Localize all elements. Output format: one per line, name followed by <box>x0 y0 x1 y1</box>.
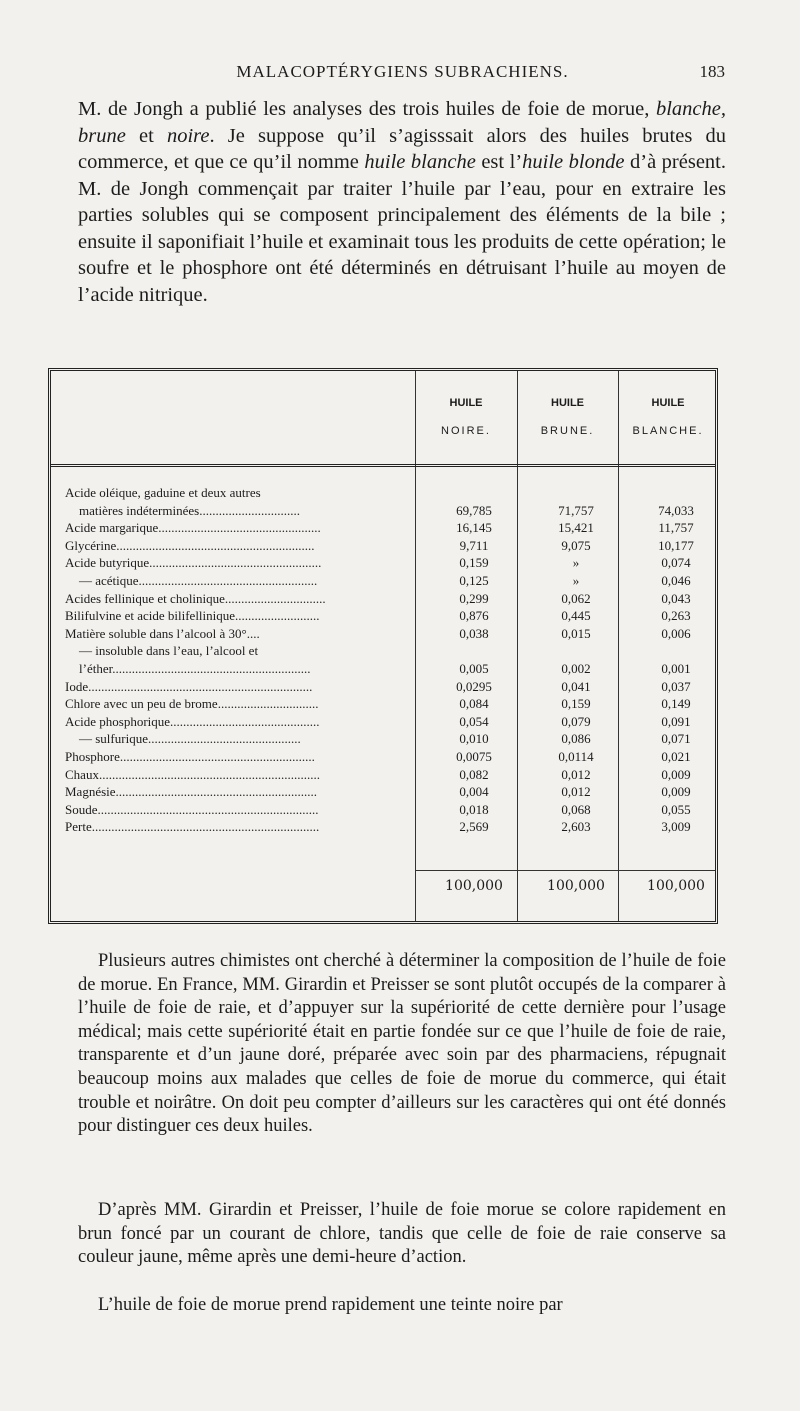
row-value: 0,004 <box>459 784 489 800</box>
row-value: 74,033 <box>658 502 694 518</box>
table-row <box>51 591 715 609</box>
row-value: 16,145 <box>456 520 492 536</box>
table-row <box>51 696 715 714</box>
row-value: 0,012 <box>561 784 591 800</box>
running-title: MALACOPTÉRYGIENS SUBRACHIENS. <box>236 62 569 81</box>
row-value: 0,299 <box>459 590 489 606</box>
row-value: 0,002 <box>561 660 591 676</box>
row-label: Iode..................................................................... <box>65 678 313 694</box>
row-label: Magnésie.............................................................. <box>65 784 318 800</box>
row-label: Perte...................................................................... <box>65 819 320 835</box>
totals-row <box>51 878 715 898</box>
row-value: 2,603 <box>561 819 591 835</box>
total-noire: 100,000 <box>445 878 503 894</box>
table-row <box>51 608 715 626</box>
row-value: 0,074 <box>661 555 691 571</box>
row-value: 0,009 <box>661 784 691 800</box>
row-value: 0,041 <box>561 678 591 694</box>
row-label: Acide phosphorique.............................................. <box>65 713 320 729</box>
row-label: l’éther............................................................. <box>79 660 311 676</box>
row-value: 0,159 <box>459 555 489 571</box>
row-label: — sulfurique............................................... <box>79 731 301 747</box>
table-body <box>51 485 715 837</box>
table-row <box>51 767 715 785</box>
total-brune: 100,000 <box>547 878 605 894</box>
table-row <box>51 643 715 661</box>
table-row <box>51 749 715 767</box>
row-value: 0,091 <box>661 713 691 729</box>
column-head-brune: HUILE BRUNE. <box>540 397 595 437</box>
column-head-blanche: HUILE BLANCHE. <box>632 397 704 437</box>
row-value: 0,0114 <box>558 748 594 764</box>
row-value: 0,159 <box>561 696 591 712</box>
row-label: matières indéterminées............................... <box>79 502 300 518</box>
table-row <box>51 679 715 697</box>
row-value: 0,015 <box>561 625 591 641</box>
row-label: — acétique....................................................... <box>79 572 318 588</box>
row-value: 69,785 <box>456 502 492 518</box>
total-blanche: 100,000 <box>647 878 705 894</box>
row-value: 0,084 <box>459 696 489 712</box>
row-value: 0,006 <box>661 625 691 641</box>
row-value: 0,010 <box>459 731 489 747</box>
column-head-noire: HUILE NOIRE. <box>441 397 491 437</box>
row-value: » <box>572 555 580 571</box>
table-row <box>51 485 715 503</box>
row-value: 15,421 <box>558 520 594 536</box>
row-value: 0,001 <box>661 660 691 676</box>
row-value: 0,445 <box>561 608 591 624</box>
row-value: 9,075 <box>561 537 591 553</box>
table-row <box>51 555 715 573</box>
row-label: Acides fellinique et cholinique............................... <box>65 590 326 606</box>
row-value: » <box>572 572 580 588</box>
row-label: Chlore avec un peu de brome............................... <box>65 696 319 712</box>
table-row <box>51 573 715 591</box>
row-value: 71,757 <box>558 502 594 518</box>
row-label: Acide margarique.................................................. <box>65 520 321 536</box>
row-value: 0,046 <box>661 572 691 588</box>
row-value: 0,086 <box>561 731 591 747</box>
header-rule <box>51 464 715 467</box>
row-label: Chaux.................................................................... <box>65 766 320 782</box>
row-value: 0,021 <box>661 748 691 764</box>
table-row <box>51 784 715 802</box>
row-value: 0,043 <box>661 590 691 606</box>
row-value: 9,711 <box>459 537 489 553</box>
total-rule <box>415 870 715 871</box>
row-label: Soude.................................................................... <box>65 801 319 817</box>
row-value: 0,149 <box>661 696 691 712</box>
row-label: Acide oléique, gaduine et deux autres <box>65 485 261 500</box>
table-row <box>51 661 715 679</box>
row-value: 0,079 <box>561 713 591 729</box>
row-label: Bilifulvine et acide bilifellinique.......................... <box>65 608 320 624</box>
row-value: 0,018 <box>459 801 489 817</box>
row-value: 0,055 <box>661 801 691 817</box>
row-value: 0,037 <box>661 678 691 694</box>
row-label: Matière soluble dans l’alcool à 30°.... <box>65 625 260 641</box>
row-value: 0,263 <box>661 608 691 624</box>
table-row <box>51 520 715 538</box>
paragraph-2: Plusieurs autres chimistes ont cherché à déterminer la composition de l’huile de foie de morue. En France, MM. Girardin et Preisser se sont plutôt occupés de la comparer à l’huile de foie de raie, et d’appuyer sur la supériorité de cette dernière pour l’usage médical; mais cette supériorité était en partie fondée sur ce que l’huile de foie de raie, transparente et d’un jaune doré, préparée avec soin par des pharmaciens, répugnait beaucoup moins aux malades que celles de foie de morue du commerce, qui était trouble et noirâtre. On doit peu compter d’ailleurs sur les caractères qui ont été donnés pour distinguer ces deux huiles. <box>78 951 726 1137</box>
table-row <box>51 802 715 820</box>
row-value: 2,569 <box>459 819 489 835</box>
table-row <box>51 714 715 732</box>
row-value: 0,125 <box>459 572 489 588</box>
row-value: 0,038 <box>459 625 489 641</box>
row-value: 10,177 <box>658 537 694 553</box>
row-value: 0,068 <box>561 801 591 817</box>
row-value: 0,012 <box>561 766 591 782</box>
row-value: 0,071 <box>661 731 691 747</box>
row-value: 0,082 <box>459 766 489 782</box>
table-row <box>51 626 715 644</box>
composition-table <box>48 368 718 924</box>
table-row <box>51 503 715 521</box>
row-value: 0,054 <box>459 713 489 729</box>
paragraph-3: D’après MM. Girardin et Preisser, l’huile de foie morue se colore rapidement en brun foncé par un courant de chlore, tandis que celle de foie de raie conserve sa couleur jaune, même après une demi-heure d’action. <box>78 1200 726 1268</box>
row-value: 3,009 <box>661 819 691 835</box>
table-row <box>51 538 715 556</box>
row-value: 0,0075 <box>456 748 492 764</box>
row-value: 0,005 <box>459 660 489 676</box>
page-number: 183 <box>699 62 725 81</box>
row-value: 0,876 <box>459 608 489 624</box>
row-label: Acide butyrique..................................................... <box>65 555 322 571</box>
paragraph-4: L’huile de foie de morue prend rapidement une teinte noire par <box>98 1295 563 1315</box>
row-label: Phosphore............................................................ <box>65 748 315 764</box>
row-value: 0,0295 <box>456 678 492 694</box>
row-value: 0,009 <box>661 766 691 782</box>
row-value: 11,757 <box>658 520 694 536</box>
page-header <box>80 62 725 88</box>
table-row <box>51 731 715 749</box>
row-label: — insoluble dans l’eau, l’alcool et <box>79 643 259 659</box>
row-value: 0,062 <box>561 590 591 606</box>
table-row <box>51 819 715 837</box>
row-label: Glycérine............................................................. <box>65 537 315 553</box>
paragraph-1: M. de Jongh a publié les analyses des trois huiles de foie de morue, blanche, brune et noire. Je suppose qu’il s’agisssait alors des huiles brutes du commerce, et que ce qu’il nomme huile blanche est l’huile blonde d’à présent. M. de Jongh commençait par traiter l’huile par l’eau, pour en extraire les parties solubles qui se composent principalement des éléments de la bile ; ensuite il saponifiait l’huile et examinait tous les produits de cette opération; le soufre et le phosphore ont été déterminés en détruisant l’huile au moyen de l’acide nitrique. <box>78 98 727 306</box>
